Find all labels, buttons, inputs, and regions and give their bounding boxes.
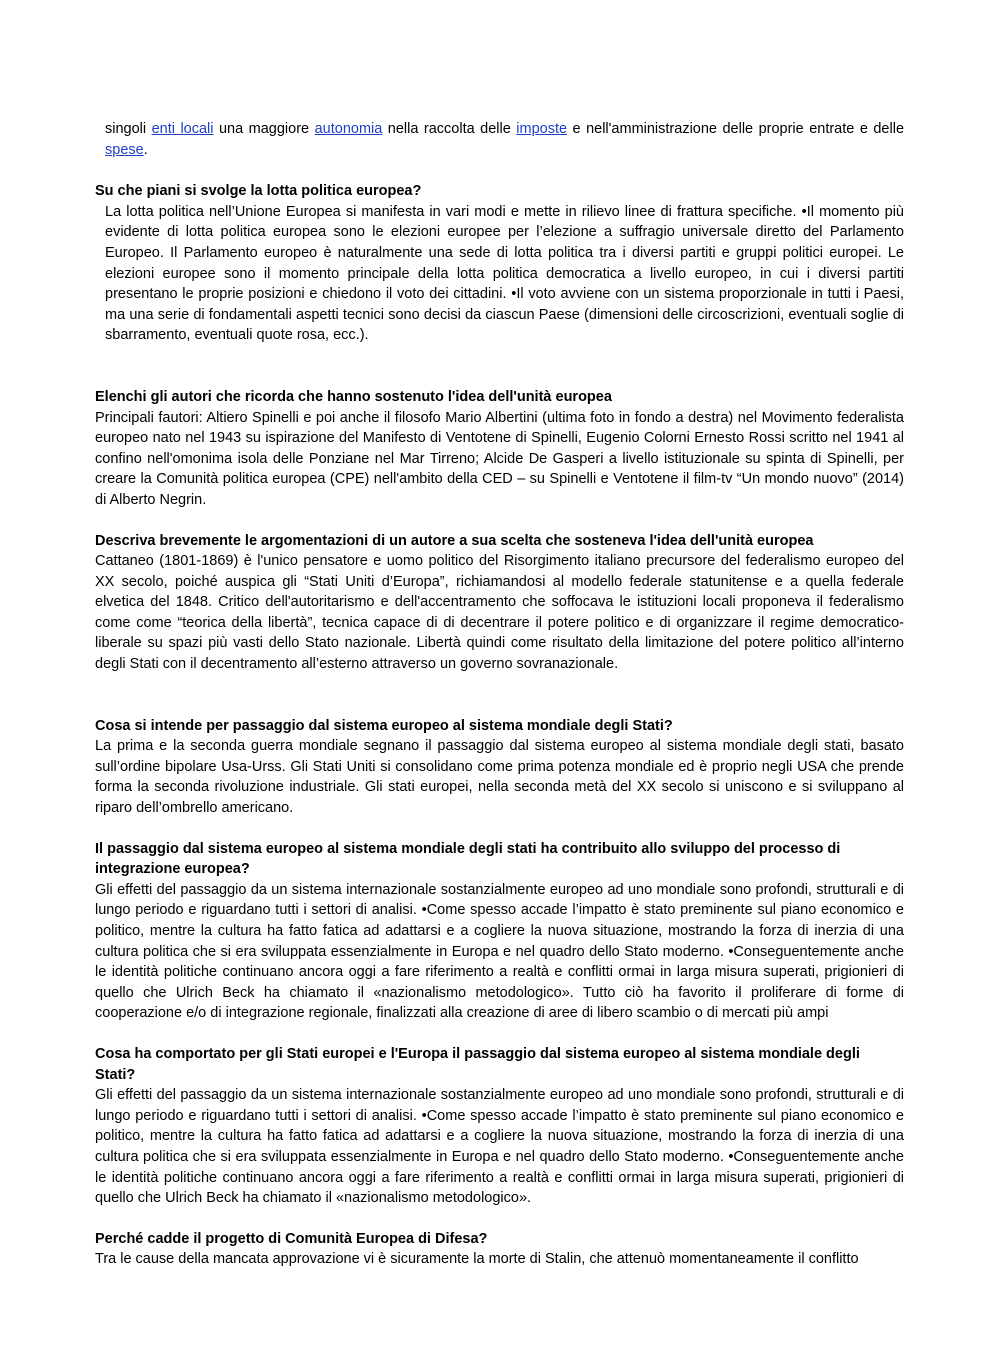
intro-text: singoli <box>105 121 152 137</box>
answer-paragraph: Cattaneo (1801-1869) è l'unico pensatore e uomo politico del Risorgimento italiano precursore del federalismo europeo del XX secolo, poiché auspica gli “Stati Uniti d’Europa”, richiamandosi al modello federale statunitense e a quella federale elvetica del 1848. Critico dell'autoritarismo e dell'accentramento che soffocava le istituzioni locali proponeva il federalismo come come “teorica della libertà”, tecnica capace di di decentrare il potere politico e di organizzare il regime democratico-liberale su spazi più vasti dello Stato nazionale. Libertà quindi come risultato della limitazione del potere politico all’interno degli Stati con il decentramento all’esterno attraverso un governo sovranazionale. <box>95 553 904 673</box>
question-heading: Perché cadde il progetto di Comunità Europea di Difesa? <box>95 1230 488 1247</box>
question-heading: Cosa ha comportato per gli Stati europei e l'Europa il passaggio dal sistema europeo al sistema mondiale degli Stati? <box>95 1045 860 1083</box>
link-enti-locali[interactable]: enti locali <box>151 121 214 137</box>
question-heading: Il passaggio dal sistema europeo al sistema mondiale degli stati ha contribuito allo sviluppo del processo di integrazione europea? <box>95 840 841 878</box>
answer-paragraph: Gli effetti del passaggio da un sistema internazionale sostanzialmente europeo ad uno mondiale sono profondi, strutturali e di lungo periodo e riguardano tutti i settori di analisi. •Come spesso accade l’impatto è stato preminente sul piano economico e politico, mentre la cultura ha fatto fatica ad adattarsi e a cogliere la nuova situazione, mostrando la forza di inerzia di una cultura politica che si era sviluppata essenzialmente in Europa e nel quadro dello Stato moderno. •Conseguentemente anche le identità politiche continuano ancora oggi a fare riferimento a realtà e conflitti ormai in larga misura superati, prigionieri di quello che Ulrich Beck ha chiamato il «nazionalismo metodologico». <box>95 1087 904 1207</box>
intro-text: nella raccolta delle <box>382 121 517 137</box>
answer-paragraph: Principali fautori: Altiero Spinelli e poi anche il filosofo Mario Albertini (ultima foto in fondo a destra) nel Movimento federalista europeo nato nel 1943 su ispirazione del Manifesto di Ventotene di Spinelli, Eugenio Colorni Ernesto Rossi scritto nel 1941 al confino nell'omonima isola delle Ponziane nel Mar Tirreno; Alcide De Gasperi a livello istituzionale su spinta di Spinelli, per creare la Comunità politica europea (CPE) nell'ambito della CED – su Spinelli e Ventotene il film-tv “Un mondo nuovo” (2014) di Alberto Negrin. <box>95 409 904 508</box>
question-heading: Elenchi gli autori che ricorda che hanno sostenuto l'idea dell'unità europea <box>95 388 612 405</box>
intro-text: . <box>143 141 148 158</box>
answer-paragraph: La prima e la seconda guerra mondiale segnano il passaggio dal sistema europeo al sistema mondiale degli stati, basato sull’ordine bipolare Usa-Urss. Gli Stati Uniti si consolidano come prima potenza mondiale ed è proprio negli USA che prende forma la seconda rivoluzione industriale. Gli stati europei, nella seconda metà del XX secolo si uniscono e si sviluppano al riparo dell’ombrello americano. <box>95 738 904 817</box>
intro-text: una maggiore <box>213 121 315 137</box>
intro-text: e nell'amministrazione delle proprie entrate e delle <box>567 121 905 137</box>
link-imposte[interactable]: imposte <box>516 121 568 137</box>
answer-paragraph: Gli effetti del passaggio da un sistema internazionale sostanzialmente europeo ad uno mondiale sono profondi, strutturali e di lungo periodo e riguardano tutti i settori di analisi. •Come spesso accade l’impatto è stato preminente sul piano economico e politico, mentre la cultura ha fatto fatica ad adattarsi e a cogliere la nuova situazione, mostrando la forza di inerzia di una cultura politica che si era sviluppata essenzialmente in Europa e nel quadro dello Stato moderno. •Conseguentemente anche le identità politiche continuano ancora oggi a fare riferimento a realtà e conflitti ormai in larga misura superati, prigionieri di quello che Ulrich Beck ha chiamato il «nazionalismo metodologico». Tutto ciò ha favorito il proliferare di forme di cooperazione e/o di integrazione regionale, finalizzati alla creazione di aree di libero scambio o di mercati più ampi <box>95 881 904 1022</box>
link-spese[interactable]: spese <box>105 141 144 158</box>
intro-paragraph <box>95 119 904 160</box>
question-heading: Su che piani si svolge la lotta politica europea? <box>95 183 422 200</box>
link-autonomia[interactable]: autonomia <box>314 121 383 137</box>
answer-paragraph: Tra le cause della mancata approvazione vi è sicuramente la morte di Stalin, che attenuò momentaneamente il conflitto <box>95 1251 859 1268</box>
question-heading: Descriva brevemente le argomentazioni di un autore a sua scelta che sosteneva l'idea dell'unità europea <box>95 532 814 549</box>
question-heading: Cosa si intende per passaggio dal sistema europeo al sistema mondiale degli Stati? <box>95 717 673 734</box>
document-page <box>95 119 904 1270</box>
answer-paragraph: La lotta politica nell’Unione Europea si manifesta in vari modi e mette in rilievo linee di frattura specifiche. •Il momento più evidente di lotta politica europea sono le elezioni europee per l’elezione a suffragio universale diretto del Parlamento Europeo. Il Parlamento europeo è naturalmente una sede di lotta politica tra i diversi partiti e gruppi politici europei. Le elezioni europee sono il momento principale della lotta politica democratica a livello europeo, in cui i diversi partiti presentano le proprie posizioni e chiedono il voto dei cittadini. •Il voto avviene con un sistema proporzionale in tutti i Paesi, ma una serie di fondamentali aspetti tecnici sono decisi da ciascun Paese (dimensioni delle circoscrizioni, eventuali soglie di sbarramento, eventuali quote rosa, ecc.). <box>105 203 904 344</box>
